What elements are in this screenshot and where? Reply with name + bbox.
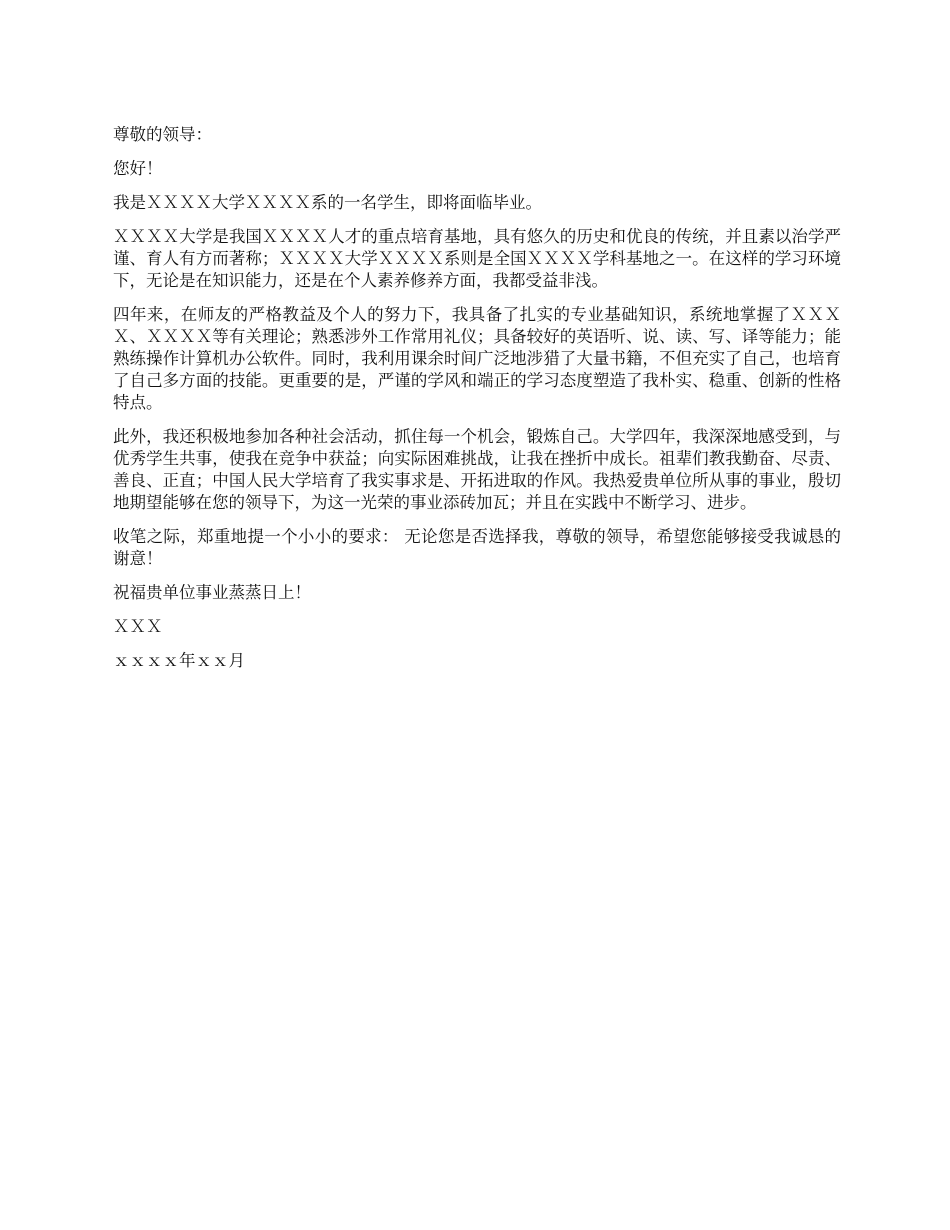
school-paragraph: ＸＸＸＸ大学是我国ＸＸＸＸ人才的重点培育基地，具有悠久的历史和优良的传统，并且素以治学严谨、育人有方而著称；ＸＸＸＸ大学ＸＸＸＸ系则是全国ＸＸＸＸ学科基地之一。在这样的学习环境下，无论是在知识能力，还是在个人素养修养方面，我都受益非浅。 [113, 227, 841, 290]
signature: ＸＸＸ [113, 617, 163, 636]
greeting: 您好！ [113, 159, 163, 178]
blessing: 祝福贵单位事业蒸蒸日上！ [113, 583, 311, 602]
activities-paragraph: 此外，我还积极地参加各种社会活动，抓住每一个机会，锻炼自己。大学四年，我深深地感受到，与优秀学生共事，使我在竞争中获益；向实际困难挑战，让我在挫折中成长。祖辈们教我勤奋、尽责、善良、正直；中国人民大学培育了我实事求是、开拓进取的作风。我热爱贵单位所从事的事业，殷切地期望能够在您的领导下，为这一光荣的事业添砖加瓦；并且在实践中不断学习、进步。 [113, 427, 841, 512]
intro-paragraph: 我是ＸＸＸＸ大学ＸＸＸＸ系的一名学生，即将面临毕业。 [113, 193, 542, 212]
study-paragraph: 四年来，在师友的严格教益及个人的努力下，我具备了扎实的专业基础知识，系统地掌握了ＸＸＸＸ、ＸＸＸＸ等有关理论；熟悉涉外工作常用礼仪；具备较好的英语听、说、读、写、译等能力；能熟练操作计算机办公软件。同时，我利用课余时间广泛地涉猎了大量书籍，不但充实了自己，也培育了自己多方面的技能。更重要的是，严谨的学风和端正的学习态度塑造了我朴实、稳重、创新的性格特点。 [113, 305, 841, 412]
salutation: 尊敬的领导： [113, 125, 212, 144]
letter-body [113, 124, 841, 684]
closing-paragraph: 收笔之际，郑重地提一个小小的要求： 无论您是否选择我，尊敬的领导，希望您能够接受我诚恳的谢意！ [113, 527, 841, 568]
date: ｘｘｘｘ年ｘｘ月 [113, 651, 245, 670]
